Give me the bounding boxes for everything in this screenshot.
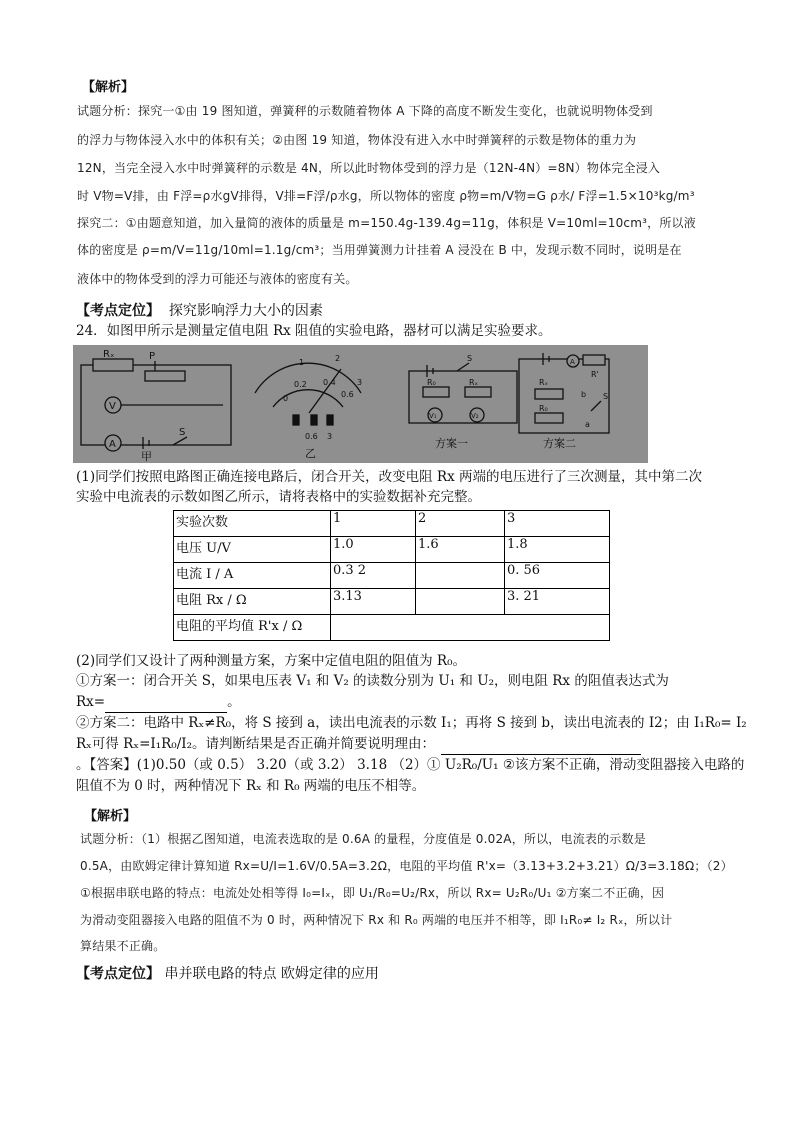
table-cell [416, 563, 505, 589]
fig-label-s-plan2: S [603, 392, 609, 401]
analysis-line: ①根据串联电路的特点：电流处处相等得 I₀=Iₓ，即 U₁/R₀=U₂/Rx，所以 Rx= U₂R₀/U₁ ②方案二不正确，因 [80, 886, 665, 900]
plan2-text: Rₓ可得 Rₓ=I₁R₀/I₂。请判断结果是否正确并简要说明理由： [76, 736, 435, 752]
switch-plan2 [591, 401, 601, 411]
table-cell: 电阻 Rx / Ω [174, 589, 331, 615]
rx-expression-line [76, 691, 241, 713]
table-row [174, 537, 610, 563]
table-row [174, 563, 610, 589]
kaodian-line-1 [76, 300, 323, 320]
table-cell: 0. 56 [505, 563, 610, 589]
analysis-line: 试题分析：探究一①由 19 图知道，弹簧秤的示数随着物体 A 下降的高度不断发生变化，也就说明物体受到 [77, 104, 653, 118]
part2-line: (2)同学们又设计了两种测量方案，方案中定值电阻的阻值为 R₀。 [76, 653, 466, 669]
resistor-r0 [423, 387, 449, 397]
table-cell [416, 589, 505, 615]
kaodian-line-2 [76, 963, 379, 983]
analysis-line: 0.5A，由欧姆定律计算知道 Rx=U/I=1.6V/0.5A=3.2Ω，电阻的平均值 R'x=（3.13+3.2+3.21）Ω/3=3.18Ω；（2） [80, 859, 733, 873]
kaodian-tag: 【考点定位】 [76, 966, 160, 982]
table-header-cell: 实验次数 [174, 511, 331, 537]
resistor-rx-plan1 [465, 387, 491, 397]
figure-text [103, 349, 608, 463]
table-cell: 0.3 2 [331, 563, 416, 589]
answer-line: 。【答案】(1)0.50（或 0.5） 3.20（或 3.2） 3.18 （2）① U₂R₀/U₁ ②该方案不正确，滑动变阻器接入电路的 [76, 757, 745, 773]
fig-caption-jia: 甲 [141, 450, 152, 463]
fig-label-rx-plan1: Rₓ [469, 378, 479, 387]
table-cell: 电阻的平均值 R'x / Ω [174, 615, 331, 641]
analysis-line: 为滑动变阻器接入电路的阻值不为 0 时，两种情况下 Rx 和 R₀ 两端的电压并不相等，即 I₁R₀≠ I₂ Rₓ，所以计 [80, 913, 673, 927]
table-cell: 3.13 [331, 589, 416, 615]
tick-label: 1 [299, 358, 305, 367]
part1-line: (1)同学们按照电路图正确连接电路后，闭合开关，改变电阻 Rx 两端的电压进行了三次测量，其中第二次 [76, 469, 702, 485]
fig-label-rx: Rₓ [103, 349, 115, 360]
fig-label-v: V [109, 401, 116, 412]
fig-label-r0: R₀ [427, 378, 436, 387]
fig-caption-yi: 乙 [305, 447, 316, 460]
analysis-line: 探究二：①由题意知道，加入量简的液体的质量是 m=150.4g-139.4g=11g，体积是 V=10ml=10cm³，所以液 [77, 216, 696, 230]
tick-label: 0.4 [323, 378, 336, 387]
analysis-line: 液体中的物体受到的浮力可能还与液体的密度有关。 [77, 272, 358, 286]
fig-label-rx-plan2: Rₓ [539, 378, 549, 387]
analysis-line: 时 V物=V排，由 F浮=ρ水gV排得，V排=F浮/ρ水g，所以物体的密度 ρ物=m/V物=G ρ水/ F浮=1.5×10³kg/m³ [77, 189, 695, 203]
analysis-tag: 【解析】 [84, 809, 137, 824]
meter-dial [255, 363, 361, 393]
resistor-rx-plan2 [535, 389, 563, 399]
table-row [174, 589, 610, 615]
terminal-label: 3 [327, 432, 333, 441]
terminal-label: 0.6 [305, 432, 318, 441]
table-cell: 3. 21 [505, 589, 610, 615]
part2-line: ①方案一：闭合开关 S，如果电压表 V₁ 和 V₂ 的读数分别为 U₁ 和 U₂，则电阻 Rx 的阻值表达式为 [76, 673, 669, 689]
fig-label-p: P [149, 351, 156, 362]
answer-line: 阻值不为 0 时，两种情况下 Rₓ 和 R₀ 两端的电压不相等。 [76, 778, 426, 794]
fig-label-rprime: R' [591, 370, 599, 379]
analysis-line: 算结果不正确。 [80, 939, 166, 953]
tick-label: 0.2 [294, 380, 307, 389]
fig-label-s-plan1: S [467, 354, 473, 363]
fig-label-b: b [581, 390, 587, 399]
fig-caption-plan1: 方案一 [435, 437, 468, 450]
analysis-line: 试题分析：（1）根据乙图知道，电流表选取的是 0.6A 的量程，分度值是 0.02A，所以，电流表的示数是 [80, 832, 646, 846]
table-cell: 1.8 [505, 537, 610, 563]
tick-label: 0.6 [341, 390, 354, 399]
tick-label: 2 [335, 354, 341, 363]
data-table [173, 510, 610, 641]
analysis-tag: 【解析】 [82, 80, 135, 95]
fig-caption-plan2: 方案二 [543, 437, 576, 450]
fig-label-a-small: a [585, 420, 590, 429]
plan2-reason-line [76, 733, 641, 755]
table-header-cell: 1 [331, 511, 416, 537]
answer-blank[interactable] [105, 698, 227, 713]
table-cell: 电流 I / A [174, 563, 331, 589]
resistor-r0-plan2 [535, 413, 563, 423]
circuit-figure [73, 345, 648, 463]
switch-s [173, 437, 187, 445]
meter-needle [309, 369, 341, 413]
analysis-line: 的浮力与物体浸入水中的体积有关；②由图 19 知道，物体没有进入水中时弹簧秤的示数是物体的重力为 [77, 133, 637, 147]
table-cell: 1.6 [416, 537, 505, 563]
table-row-average [174, 615, 610, 641]
table-cell: 电压 U/V [174, 537, 331, 563]
table-header-cell: 3 [505, 511, 610, 537]
fig-label-a: A [109, 439, 116, 450]
rx-prefix: Rx= [76, 694, 106, 710]
table-cell: 1.0 [331, 537, 416, 563]
rheostat [145, 371, 185, 381]
analysis-line: 12N，当完全浸入水中时弹簧秤的示数是 4N，所以此时物体受到的浮力是（12N-4N）=8N）物体完全浸入 [77, 161, 661, 175]
question-24-intro: 24．如图甲所示是测量定值电阻 Rx 阻值的实验电路，器材可以满足实验要求。 [76, 323, 552, 339]
rx-suffix: 。 [227, 694, 241, 710]
plan2-line: ②方案二：电路中 Rₓ≠R₀，将 S 接到 a，读出电流表的示数 I₁；再将 S 接到 b，读出电流表的 I2；由 I₁R₀= I₂ [76, 715, 747, 731]
table-header-cell: 2 [416, 511, 505, 537]
circuit-diagrams [73, 345, 648, 463]
part1-line: 实验中电流表的示数如图乙所示，请将表格中的实验数据补充完整。 [76, 489, 481, 505]
fig-label-a-plan2: A [570, 358, 575, 366]
resistor-rx [93, 359, 133, 371]
tick-label: 0 [283, 394, 289, 403]
table-header-row [174, 511, 610, 537]
fig-label-v1: V₁ [429, 412, 437, 420]
tick-label: 3 [357, 378, 363, 387]
analysis-line: 体的密度是 ρ=m/V=11g/10ml=1.1g/cm³；当用弹簧测力计挂着 A 浸没在 B 中，发现示数不同时，说明是在 [77, 243, 682, 257]
rheostat-plan2 [583, 355, 605, 365]
fig-label-s: S [179, 427, 186, 438]
fig-label-r0-plan2: R₀ [539, 404, 548, 413]
kaodian-tag: 【考点定位】 [76, 303, 160, 319]
kaodian-text: 探究影响浮力大小的因素 [168, 303, 323, 319]
kaodian-text: 串并联电路的特点 欧姆定律的应用 [164, 966, 379, 982]
reason-blank[interactable] [441, 740, 641, 755]
table-cell-average [331, 615, 610, 641]
fig-label-v2: V₂ [471, 412, 479, 420]
